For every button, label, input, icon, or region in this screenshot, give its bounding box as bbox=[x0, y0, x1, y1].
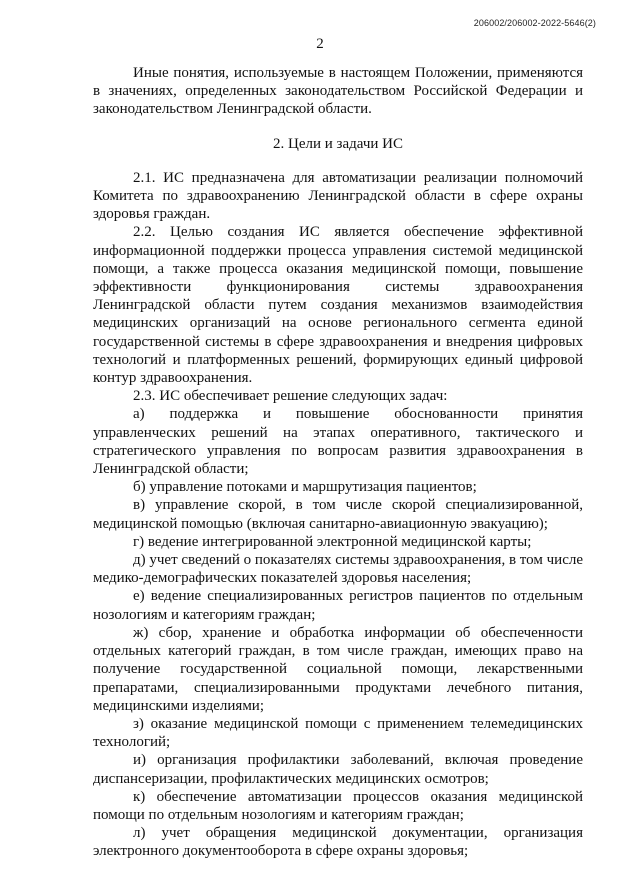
task-item: а) поддержка и повышение обоснованности принятия управленческих решений на этапах оперативного, тактического и стратегического управления по вопросам развития здравоохранения в Ленинградской области; bbox=[93, 406, 583, 478]
task-item: г) ведение интегрированной электронной медицинской карты; bbox=[133, 533, 532, 550]
task-item: в) управление скорой, в том числе скорой специализированной, медицинской помощью (включая санитарно-авиационную эвакуацию); bbox=[93, 497, 583, 532]
task-item: к) обеспечение автоматизации процессов оказания медицинской помощи по отдельным нозологиям и категориям граждан; bbox=[93, 788, 583, 823]
task-item: з) оказание медицинской помощи с применением телемедицинских технологий; bbox=[93, 715, 583, 751]
intro-paragraph: Иные понятия, используемые в настоящем Положении, применяются в значениях, определенных законодательством Российской Федерации и законодательством Ленинградской области. bbox=[93, 65, 583, 118]
document-id: 206002/206002-2022-5646(2) bbox=[473, 18, 596, 28]
task-item: е) ведение специализированных регистров пациентов по отдельным нозологиям и категориям граждан; bbox=[93, 588, 583, 623]
paragraph-2-2: 2.2. Целью создания ИС является обеспечение эффективной информационной поддержки процесса управления системой медицинской помощи, а также процесса оказания медицинской помощи, повышение эффективности функционирования системы здравоохранения Ленинградской области путем создания механизмов взаимодействия медицинских организаций на основе регионального сегмента единой государственной системы в сфере здравоохранения и внедрения цифровых технологий и платформенных решений, формирующих единый цифровой контур здравоохранения. bbox=[93, 224, 583, 387]
paragraph-2-3: 2.3. ИС обеспечивает решение следующих задач: bbox=[133, 388, 448, 405]
task-item: л) учет обращения медицинской документации, организация электронного документооборота в сфере охраны здоровья; bbox=[93, 825, 583, 860]
task-item: б) управление потоками и маршрутизация пациентов; bbox=[133, 479, 477, 496]
section-title: 2. Цели и задачи ИС bbox=[273, 135, 403, 152]
document-body bbox=[93, 64, 583, 861]
task-item: и) организация профилактики заболеваний, включая проведение диспансеризации, профилактических медицинских осмотров; bbox=[93, 752, 583, 787]
task-item: ж) сбор, хранение и обработка информации об обеспеченности отдельных категорий граждан, в том числе граждан, имеющих право на получение государственной социальной помощи, лекарственными препаратами, специализированными продуктами лечебного питания, медицинскими изделиями; bbox=[93, 624, 583, 714]
task-item: д) учет сведений о показателях системы здравоохранения, в том числе медико-демографических показателей здоровья населения; bbox=[93, 552, 583, 587]
page-number: 2 bbox=[316, 36, 324, 52]
paragraph-2-1: 2.1. ИС предназначена для автоматизации реализации полномочий Комитета по здравоохранению Ленинградской области в сфере охраны здоровья граждан. bbox=[93, 169, 583, 223]
